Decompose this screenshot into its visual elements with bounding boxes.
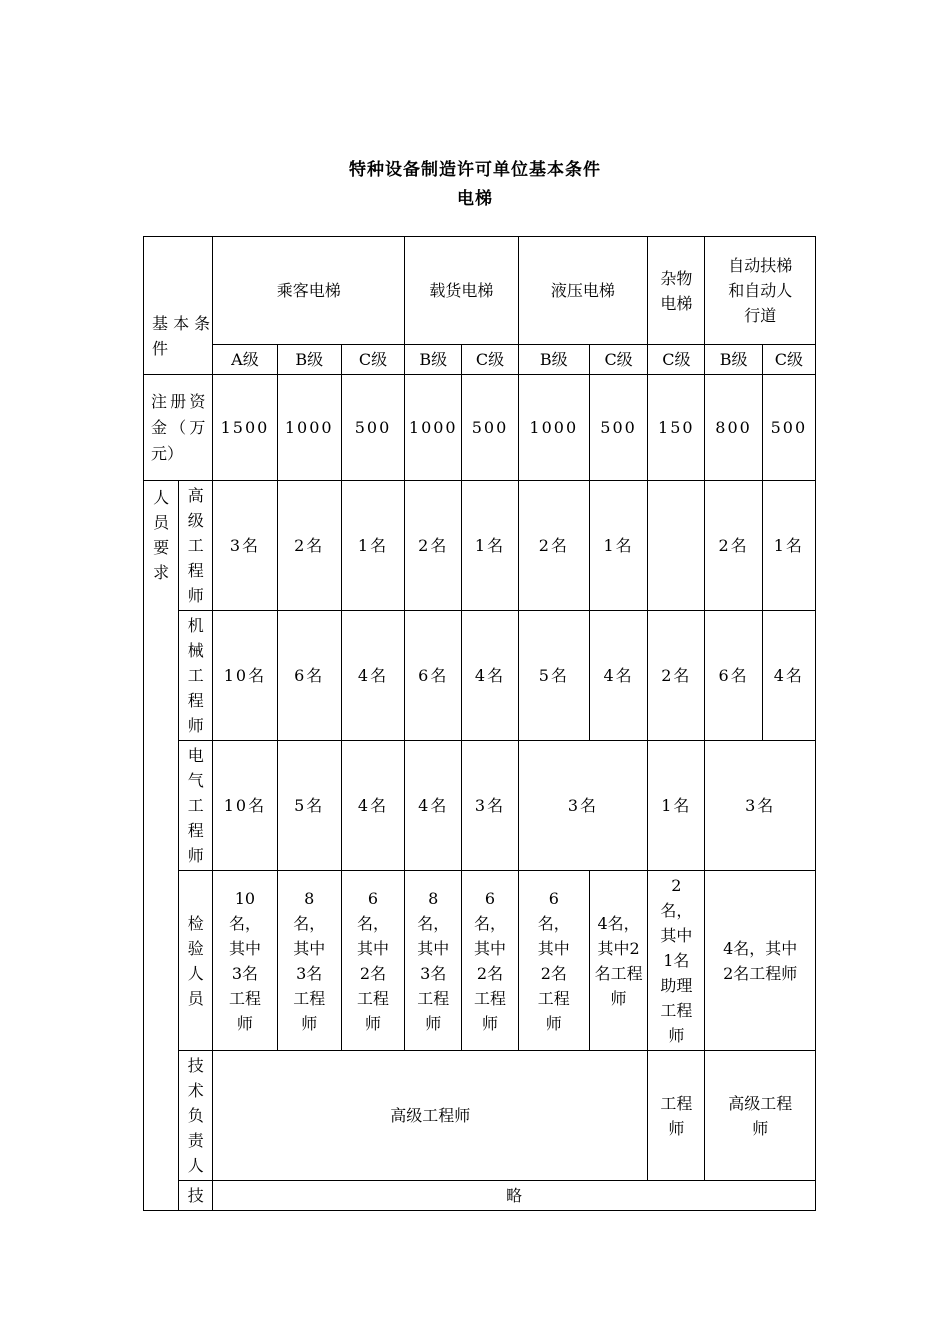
- row-label-tech-lead: 技术负责人: [179, 1051, 213, 1181]
- mech-value: 4名: [762, 611, 815, 741]
- senior-value: 2名: [405, 481, 462, 611]
- personnel-label: 人员要求: [153, 488, 170, 582]
- tech-value: 略: [213, 1181, 816, 1211]
- capital-value: 150: [648, 375, 705, 481]
- elec-value: 10名: [213, 741, 277, 871]
- mech-value: 6名: [705, 611, 762, 741]
- capital-value: 500: [589, 375, 647, 481]
- capital-value: 1500: [213, 375, 277, 481]
- mech-value: 4名: [341, 611, 404, 741]
- tech-lead-value: 高级工程师: [705, 1051, 816, 1181]
- grade-cell: C级: [462, 345, 518, 375]
- grade-cell: A级: [213, 345, 277, 375]
- grade-cell: B级: [518, 345, 589, 375]
- grade-cell: B级: [277, 345, 341, 375]
- senior-value: 1名: [341, 481, 404, 611]
- group-header-passenger: 乘客电梯: [213, 237, 405, 345]
- capital-value: 1000: [405, 375, 462, 481]
- grade-cell: C级: [589, 345, 647, 375]
- row-label-elec: 电气工程师: [179, 741, 213, 871]
- capital-value: 500: [762, 375, 815, 481]
- inspector-value: 4名，其中2名工程师: [705, 871, 816, 1051]
- senior-value: 2名: [518, 481, 589, 611]
- row-label-mech: 机械工程师: [179, 611, 213, 741]
- senior-value: 2名: [277, 481, 341, 611]
- inspector-value: 8名，其中3名工程师: [277, 871, 341, 1051]
- page-subtitle: 电梯: [457, 189, 493, 209]
- mech-value: 5名: [518, 611, 589, 741]
- elec-value: 3名: [518, 741, 648, 871]
- mech-value: 10名: [213, 611, 277, 741]
- requirements-table: [143, 236, 816, 1211]
- corner-label: 基 本 条 件: [152, 313, 211, 358]
- mech-value: 6名: [277, 611, 341, 741]
- elec-value: 3名: [462, 741, 518, 871]
- grade-cell: C级: [341, 345, 404, 375]
- elec-value: 5名: [277, 741, 341, 871]
- tech-lead-value: 高级工程师: [213, 1051, 648, 1181]
- personnel-label-cell: [144, 481, 179, 1211]
- mech-value: 4名: [462, 611, 518, 741]
- row-label-senior: 高级工程师: [179, 481, 213, 611]
- page-title: 特种设备制造许可单位基本条件: [349, 160, 601, 180]
- capital-value: 500: [341, 375, 404, 481]
- grade-cell: C级: [762, 345, 815, 375]
- row-label-tech: 技: [179, 1181, 213, 1211]
- inspector-value: 8名，其中3名工程师: [405, 871, 462, 1051]
- group-header-hydraulic: 液压电梯: [518, 237, 648, 345]
- inspector-value: 6名，其中2名工程师: [341, 871, 404, 1051]
- capital-value: 1000: [518, 375, 589, 481]
- elec-value: 4名: [341, 741, 404, 871]
- grade-cell: B级: [705, 345, 762, 375]
- elec-value: 4名: [405, 741, 462, 871]
- tech-lead-value: 工程师: [648, 1051, 705, 1181]
- mech-value: 2名: [648, 611, 705, 741]
- grade-cell: C级: [648, 345, 705, 375]
- senior-value: 3名: [213, 481, 277, 611]
- inspector-value: 10名，其中3名工程师: [213, 871, 277, 1051]
- elec-value: 1名: [648, 741, 705, 871]
- inspector-value: 4名，其中2名工程师: [589, 871, 647, 1051]
- group-header-escalator: 自动扶梯和自动人行道: [705, 237, 816, 345]
- senior-value: [648, 481, 705, 611]
- senior-value: 1名: [762, 481, 815, 611]
- capital-value: 500: [462, 375, 518, 481]
- capital-value: 1000: [277, 375, 341, 481]
- capital-value: 800: [705, 375, 762, 481]
- elec-value: 3名: [705, 741, 816, 871]
- mech-value: 4名: [589, 611, 647, 741]
- inspector-value: 2名，其中1名助理工程师: [648, 871, 705, 1051]
- grade-cell: B级: [405, 345, 462, 375]
- group-header-freight: 载货电梯: [405, 237, 519, 345]
- senior-value: 1名: [462, 481, 518, 611]
- mech-value: 6名: [405, 611, 462, 741]
- senior-value: 1名: [589, 481, 647, 611]
- group-header-dumbwaiter: 杂物电梯: [648, 237, 705, 345]
- capital-label: 注册资金（万元）: [144, 375, 213, 481]
- inspector-value: 6名，其中2名工程师: [518, 871, 589, 1051]
- corner-header: [144, 237, 213, 375]
- senior-value: 2名: [705, 481, 762, 611]
- inspector-value: 6名，其中2名工程师: [462, 871, 518, 1051]
- row-label-inspectors: 检验人员: [179, 871, 213, 1051]
